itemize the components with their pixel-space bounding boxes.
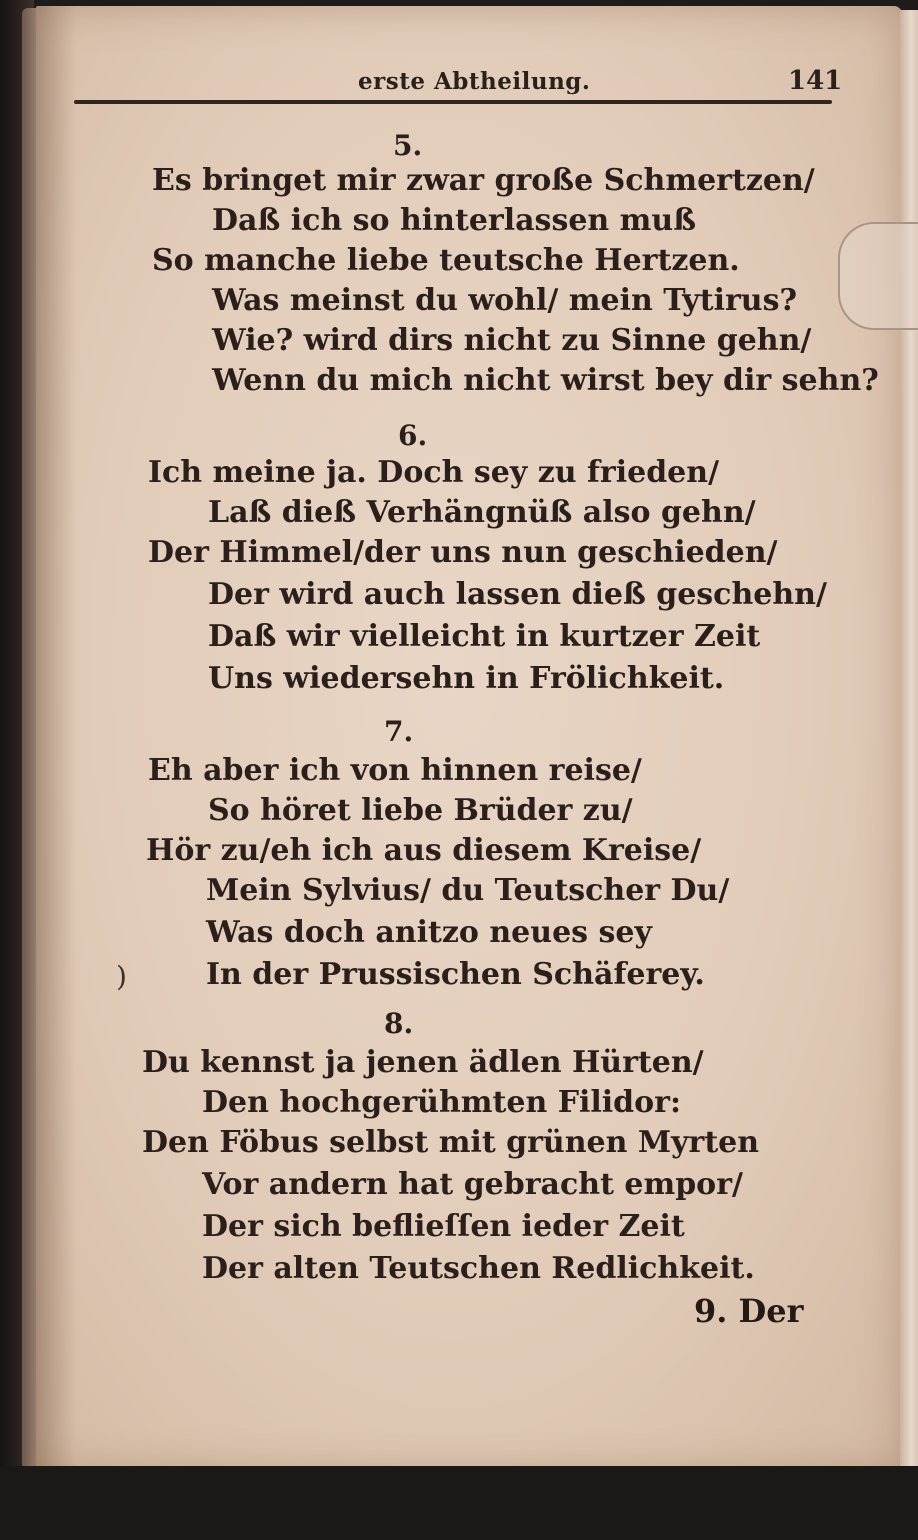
verse-line: In der Prussischen Schäferey.	[206, 957, 705, 992]
verse-line: Den hochgerühmten Filidor:	[202, 1085, 682, 1120]
stanza-number: 6.	[398, 419, 428, 452]
verse-line: Mein Sylvius/ du Teutscher Du/	[206, 873, 730, 908]
verse-line: Der alten Teutschen Redlichkeit.	[202, 1251, 755, 1286]
running-head: erste Abtheilung.	[358, 68, 591, 95]
stanza-number: 5.	[393, 129, 423, 162]
page-number: 141	[788, 66, 843, 96]
verse-line: Uns wiedersehn in Frölichkeit.	[208, 661, 725, 696]
margin-mark: )	[116, 960, 127, 993]
verse-line: Vor andern hat gebracht empor/	[202, 1167, 743, 1202]
verse-line: Laß dieß Verhängnüß also gehn/	[208, 495, 756, 530]
catchword: 9. Der	[694, 1292, 804, 1330]
verse-line: Was meinst du wohl/ mein Tytirus?	[212, 283, 798, 318]
verse-line: Wie? wird dirs nicht zu Sinne gehn/	[212, 323, 812, 358]
verse-line: Ich meine ja. Doch sey zu frieden/	[148, 455, 720, 490]
verse-line: Hör zu/eh ich aus diesem Kreise/	[146, 833, 702, 868]
scan-background-bottom	[0, 1466, 918, 1540]
verse-line: Daß ich so hinterlassen muß	[212, 203, 697, 238]
verse-line: Der wird auch lassen dieß geschehn/	[208, 577, 827, 612]
verse-line: Du kennst ja jenen ädlen Hürten/	[142, 1045, 704, 1080]
verse-line: Daß wir vielleicht in kurtzer Zeit	[208, 619, 761, 654]
verse-line: Den Föbus selbst mit grünen Myrten	[142, 1125, 760, 1160]
stanza-number: 7.	[384, 715, 414, 748]
verse-line: Es bringet mir zwar große Schmertzen/	[152, 163, 815, 198]
verse-line: Eh aber ich von hinnen reise/	[148, 753, 642, 788]
verse-line: Wenn du mich nicht wirst bey dir sehn?	[212, 363, 879, 398]
verse-line: Was doch anitzo neues sey	[206, 915, 652, 950]
verse-line: Der Himmel/der uns nun geschieden/	[148, 535, 778, 570]
stanza-number: 8.	[384, 1007, 414, 1040]
verse-line: So manche liebe teutsche Hertzen.	[152, 243, 740, 278]
verse-line: Der sich beflieſſen ieder Zeit	[202, 1209, 685, 1244]
verse-line: So höret liebe Brüder zu/	[208, 793, 633, 828]
